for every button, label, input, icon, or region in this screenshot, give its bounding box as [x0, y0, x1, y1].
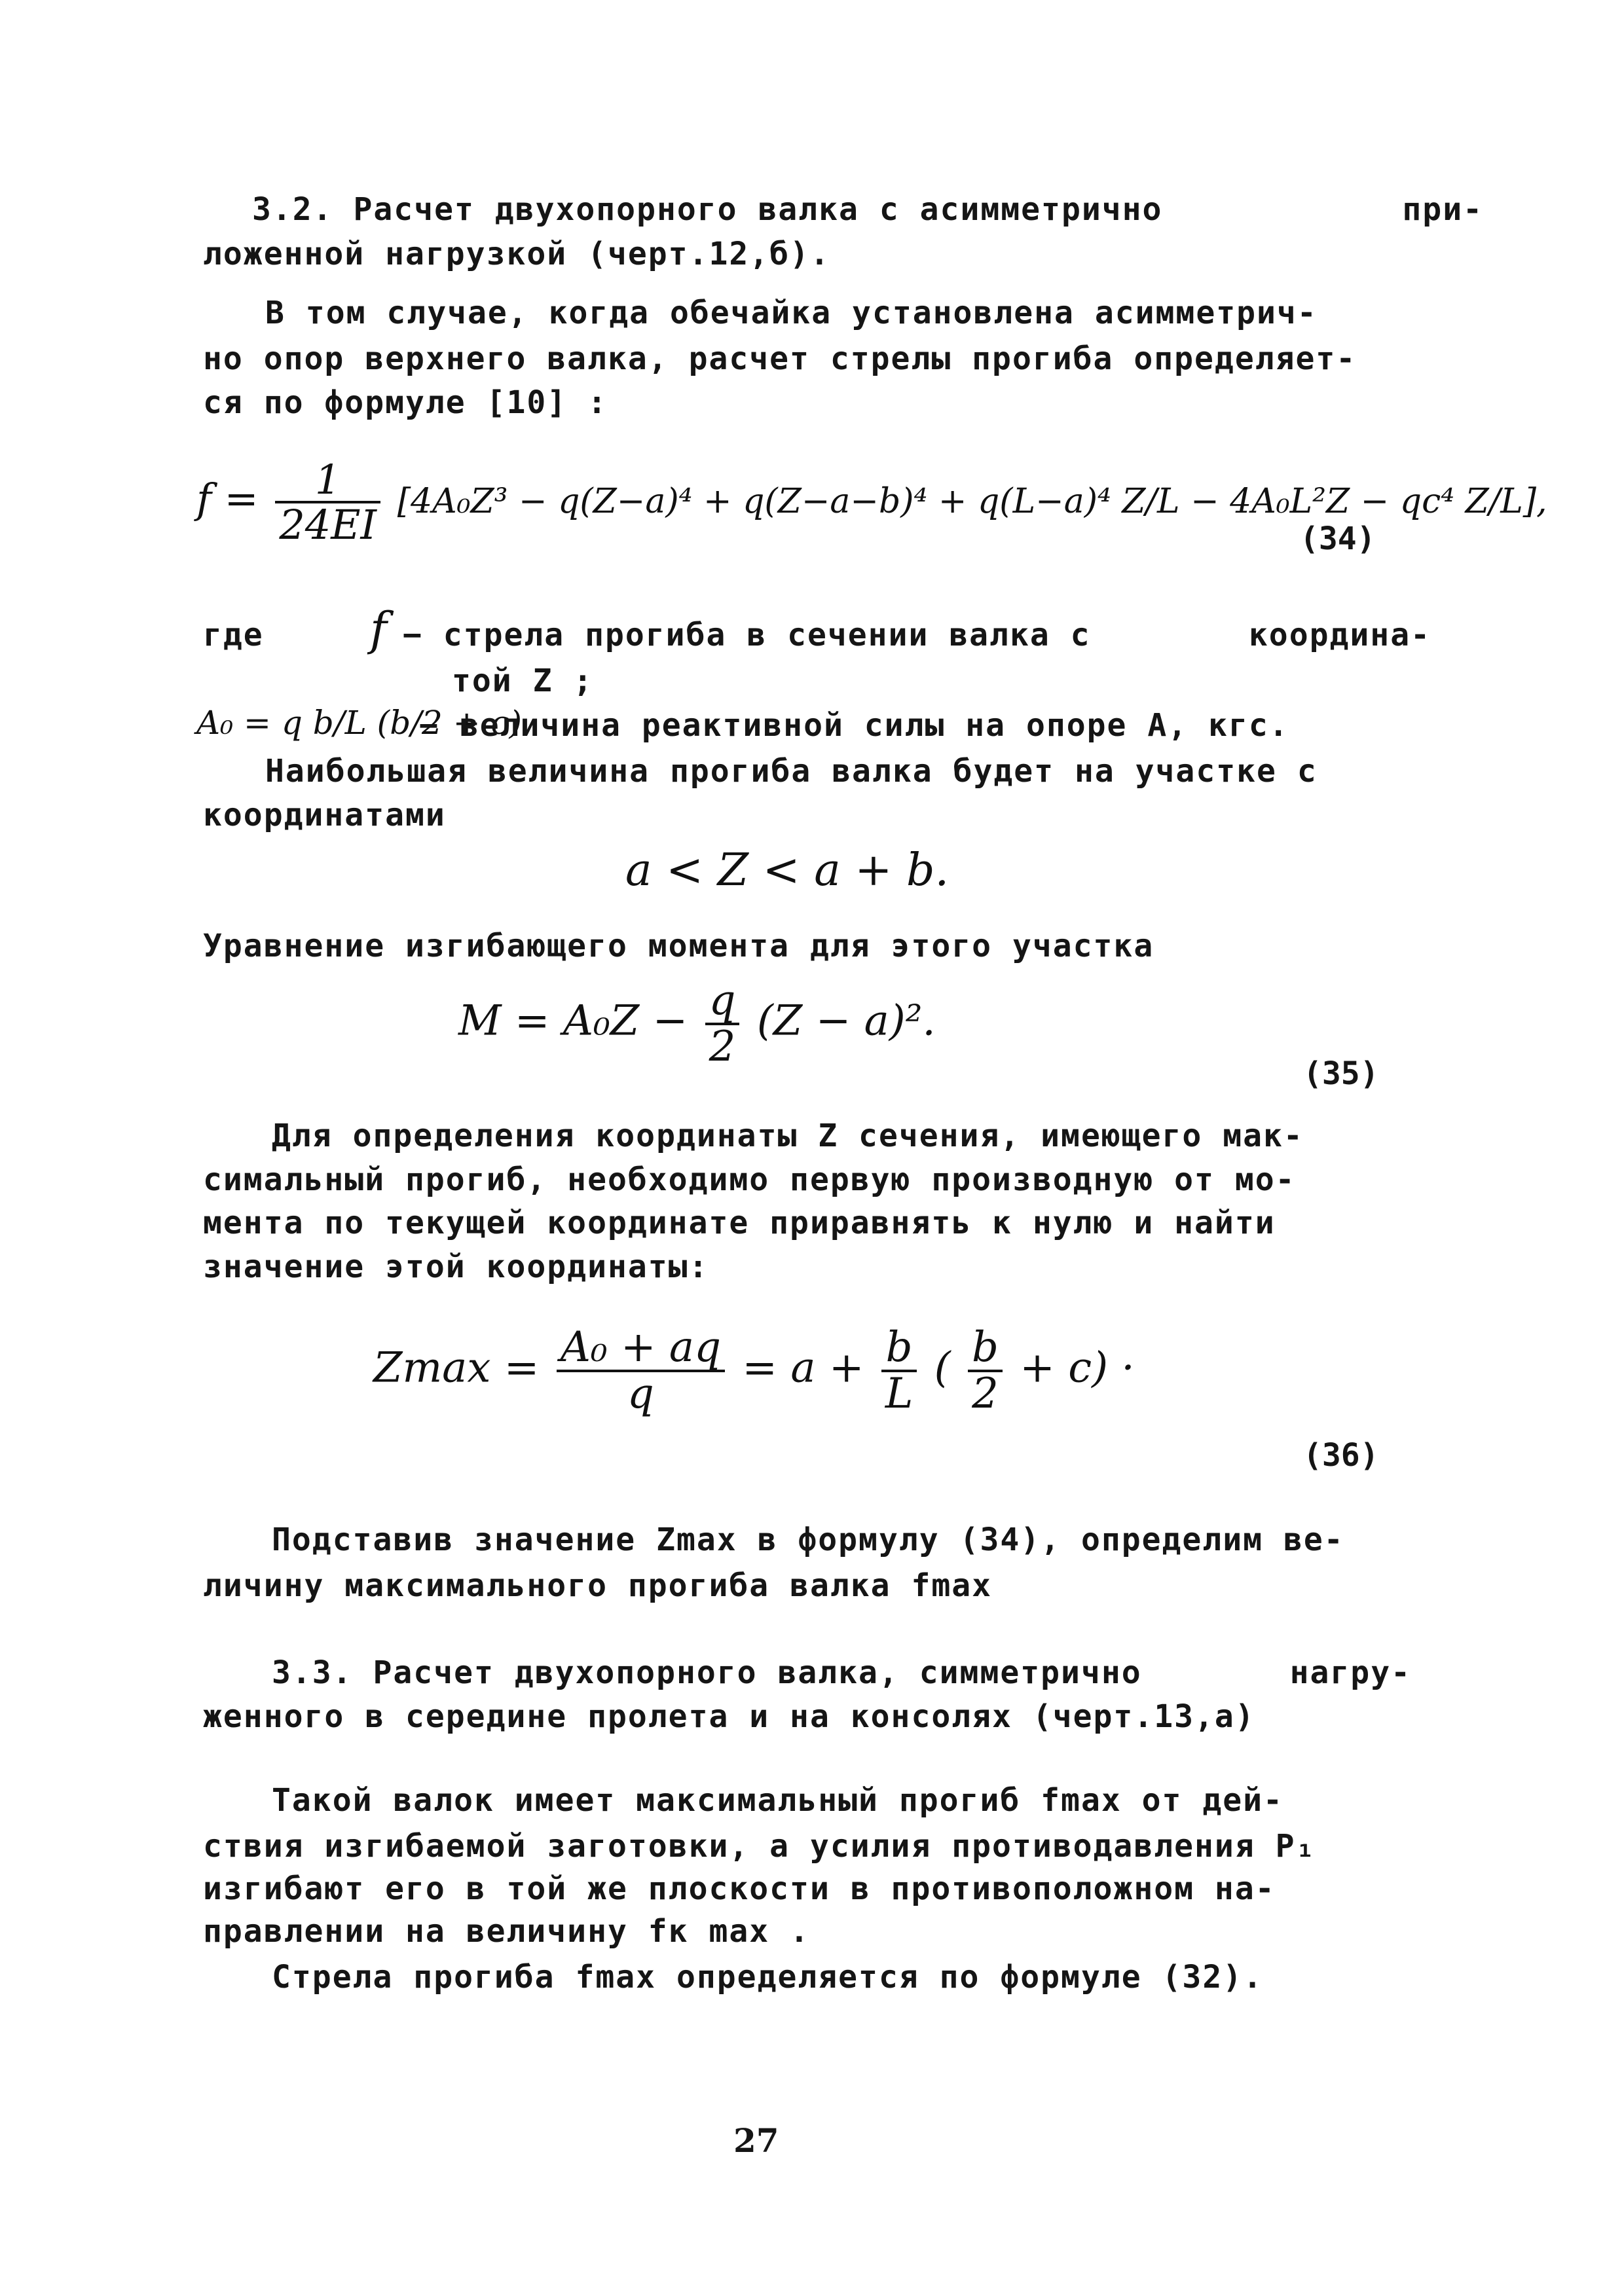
- paragraph-line: Подставив значение Zmax в формулу (34), определим ве-: [272, 1522, 1344, 1558]
- equation-number: (35): [1303, 1055, 1379, 1092]
- equation-rhs: (Z − a)².: [756, 996, 936, 1046]
- fraction-numerator: 1: [275, 458, 380, 503]
- equation-lhs: M = A₀Z −: [458, 996, 688, 1046]
- paragraph-line: Стрела прогиба fmax определяется по формуле (32).: [272, 1959, 1264, 1995]
- page-number: 27: [733, 2121, 779, 2160]
- equation-open-paren: (: [934, 1343, 951, 1393]
- fraction-denominator: 2: [972, 1370, 999, 1419]
- paragraph-line: но опор верхнего валка, расчет стрелы прогиба определяет-: [203, 340, 1357, 377]
- equation-body: [4A₀Z³ − q(Z−a)⁴ + q(Z−a−b)⁴ + q(L−a)⁴ Z/L − 4A₀L²Z − qc⁴ Z/L],: [397, 482, 1547, 522]
- equation-35: [458, 976, 936, 1072]
- f-definition-continuation: той Z ;: [452, 663, 594, 699]
- a0-definition: − величина реактивной силы на опоре А, кгс.: [419, 707, 1289, 744]
- fraction-denominator: q: [627, 1370, 654, 1419]
- section-heading-text: 3.2. Расчет двухопорного валка с асимметрично: [252, 191, 1163, 228]
- fraction-numerator: b: [881, 1326, 917, 1372]
- fraction-numerator: A₀ + aq: [557, 1326, 725, 1372]
- where-label: где: [203, 617, 264, 653]
- equation-fraction: [705, 976, 740, 1072]
- paragraph-line: личину максимального прогиба валка fmax: [203, 1567, 993, 1604]
- equation-number: (36): [1303, 1437, 1379, 1474]
- f-definition-hyphen-end: координа-: [1248, 617, 1431, 653]
- equation-lhs: f =: [196, 475, 259, 523]
- equation-fraction: [275, 456, 380, 549]
- paragraph-line: координатами: [203, 797, 446, 833]
- equation-lhs: Zmax =: [373, 1343, 540, 1393]
- fraction-denominator: 2: [709, 1023, 736, 1072]
- equation-middle: = a +: [742, 1343, 864, 1393]
- section-heading-hyphen-end: нагру-: [1289, 1654, 1411, 1691]
- equation-fraction: [968, 1323, 1003, 1419]
- a0-formula: A₀ = q b/L (b/2 + c): [196, 704, 523, 742]
- paragraph-line: мента по текущей координате приравнять к нулю и найти: [203, 1205, 1276, 1241]
- equation-fraction: [881, 1323, 917, 1419]
- equation-36: [373, 1323, 1135, 1419]
- paragraph-line: Для определения координаты Z сечения, имеющего мак-: [272, 1118, 1304, 1154]
- section-3-3-heading-line1: [272, 1653, 1411, 1692]
- paragraph-line: значение этой координаты:: [203, 1248, 709, 1285]
- f-definition: [403, 615, 1431, 655]
- section-heading-hyphen-end: при-: [1402, 191, 1483, 228]
- paragraph-line: правлении на величину fк max .: [203, 1913, 810, 1950]
- section-3-2-heading-line2: ложенной нагрузкой (черт.12,б).: [203, 236, 830, 272]
- section-3-3-heading-line2: женного в середине пролета и на консолях (черт.13,а): [203, 1698, 1255, 1735]
- paragraph-line: изгибают его в той же плоскости в противоположном на-: [203, 1870, 1276, 1907]
- f-definition-text: − стрела прогиба в сечении валка с: [403, 617, 1091, 653]
- equation-number: (34): [1300, 520, 1376, 557]
- fraction-denominator: L: [885, 1370, 913, 1419]
- paragraph-line: Наибольшая величина прогиба валка будет на участке с: [265, 753, 1318, 790]
- equation-fraction: [557, 1323, 725, 1419]
- equation-tail: + c) ·: [1020, 1343, 1135, 1393]
- fraction-numerator: b: [968, 1326, 1003, 1372]
- fraction-numerator: q: [705, 979, 740, 1025]
- paragraph-line: ствия изгибаемой заготовки, а усилия противодавления P₁: [203, 1828, 1316, 1865]
- paragraph-line: Такой валок имеет максимальный прогиб fmax от дей-: [272, 1782, 1283, 1819]
- section-3-2-heading-line1: [252, 190, 1483, 229]
- paragraph-line: В том случае, когда обечайка установлена асимметрич-: [265, 295, 1318, 331]
- f-symbol: f: [370, 602, 387, 656]
- paragraph-line: Уравнение изгибающего момента для этого участка: [203, 928, 1154, 964]
- paragraph-line: симальный прогиб, необходимо первую производную от мо-: [203, 1161, 1296, 1198]
- coordinate-inequality: a < Z < a + b.: [625, 845, 950, 896]
- section-heading-text: 3.3. Расчет двухопорного валка, симметрично: [272, 1654, 1142, 1691]
- paragraph-line: ся по формуле [10] :: [203, 384, 608, 421]
- fraction-denominator: 24EI: [279, 501, 377, 549]
